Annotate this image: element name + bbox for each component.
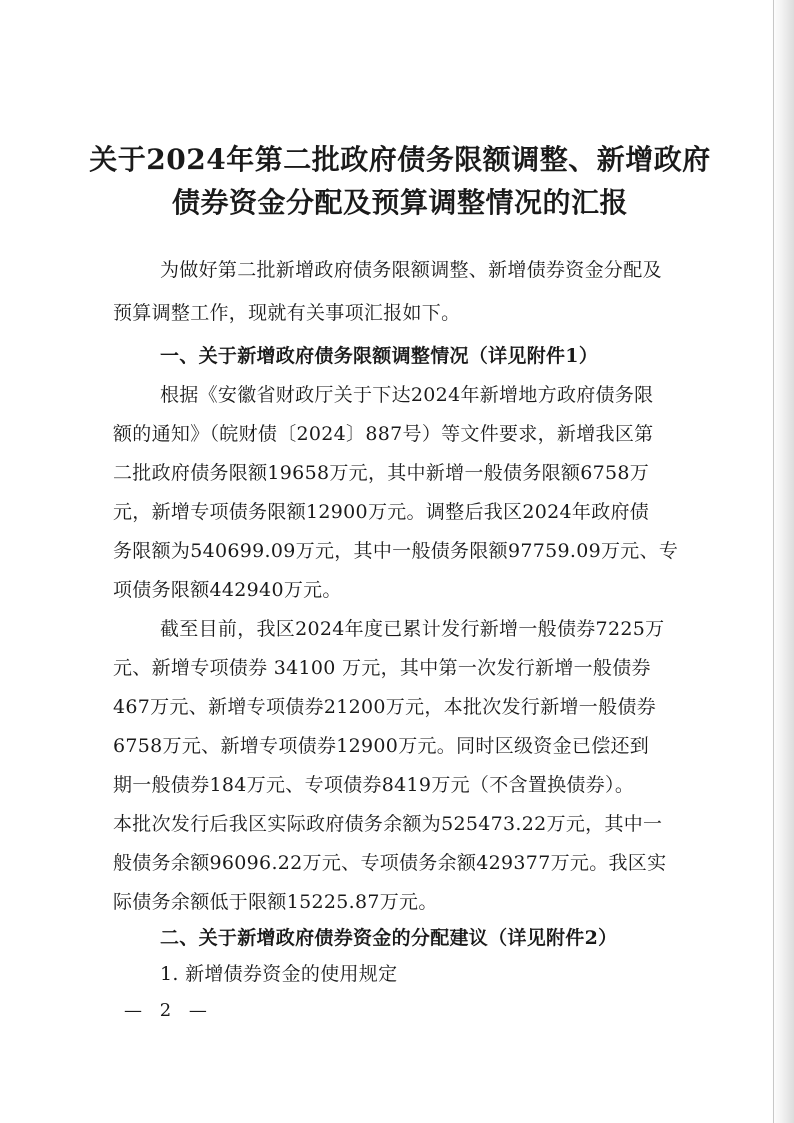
body-line: 467万元、新增专项债券21200万元，本批次发行新增一般债券: [113, 696, 657, 718]
body-line: 际债务余额低于限额15225.87万元。: [113, 891, 438, 913]
document-title-line-1: 关于2024年第二批政府债务限额调整、新增政府: [89, 143, 711, 176]
body-line: 二批政府债务限额19658万元，其中新增一般债务限额6758万: [113, 462, 650, 484]
scan-shadow-edge: [772, 0, 794, 1123]
section-heading-1: 一、关于新增政府债务限额调整情况（详见附件1）: [160, 345, 599, 367]
body-line: 根据《安徽省财政厅关于下达2024年新增地方政府债务限: [160, 384, 654, 406]
body-line: 期一般债券184万元、专项债券8419万元（不含置换债券）。: [113, 774, 635, 796]
body-line: 项债务限额442940万元。: [113, 579, 342, 601]
body-line: 元、新增专项债券 34100 万元，其中第一次发行新增一般债券: [113, 657, 651, 679]
body-line: 截至目前，我区2024年度已累计发行新增一般债券7225万: [160, 618, 665, 640]
body-line: 预算调整工作，现就有关事项汇报如下。: [113, 302, 461, 324]
scan-edge-line: [773, 0, 774, 1123]
body-line: 务限额为540699.09万元，其中一般债务限额97759.09万元、专: [113, 540, 679, 562]
body-line: 为做好第二批新增政府债务限额调整、新增债券资金分配及: [160, 259, 662, 281]
body-line: 本批次发行后我区实际政府债务余额为525473.22万元，其中一: [113, 813, 663, 835]
document-title-line-2: 债券资金分配及预算调整情况的汇报: [171, 186, 628, 219]
body-line: 6758万元、新增专项债券12900万元。同时区级资金已偿还到: [113, 735, 650, 757]
body-line: 元，新增专项债务限额12900万元。调整后我区2024年政府债: [113, 501, 650, 523]
section-heading-2: 二、关于新增政府债券资金的分配建议（详见附件2）: [160, 927, 618, 949]
subsection-heading: 1. 新增债券资金的使用规定: [160, 963, 398, 985]
page-number: — 2 —: [124, 1000, 213, 1021]
body-line: 般债务余额96096.22万元、专项债务余额429377万元。我区实: [113, 852, 667, 874]
body-line: 额的通知》（皖财债〔2024〕887号）等文件要求，新增我区第: [113, 423, 654, 445]
